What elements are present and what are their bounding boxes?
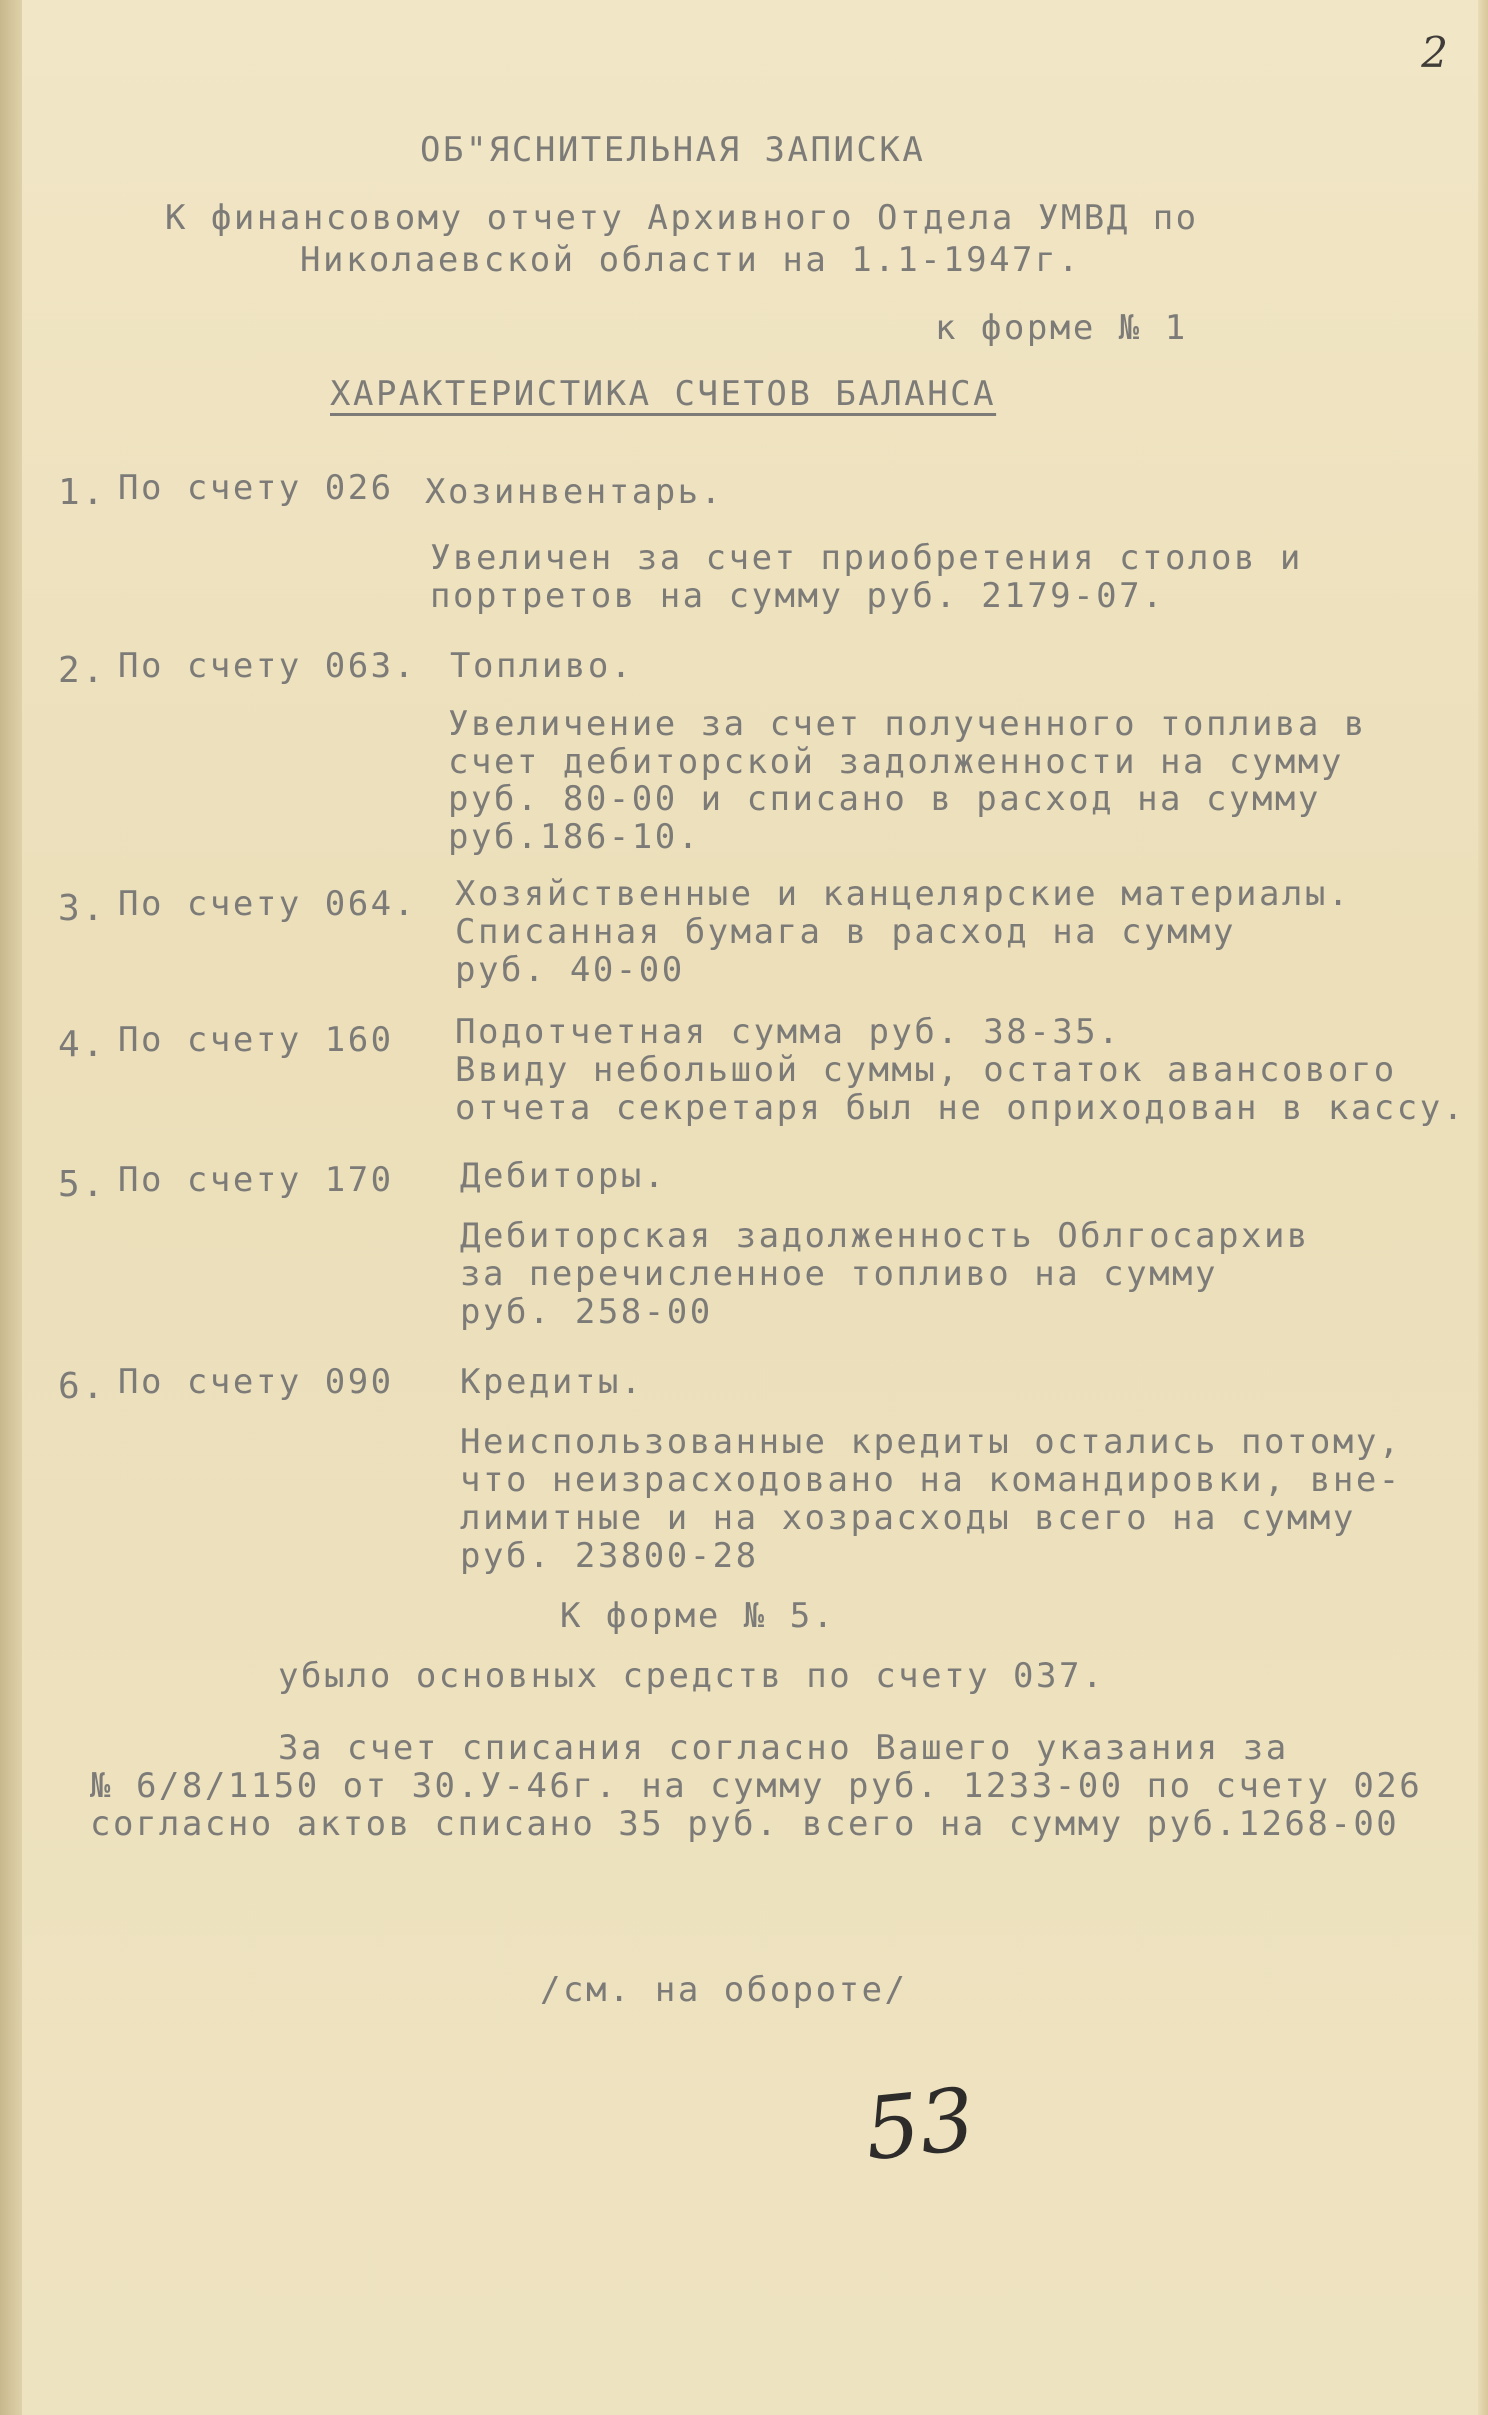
item-line: за перечисленное топливо на сумму [460, 1254, 1219, 1294]
item-line: портретов на сумму руб. 2179-07. [430, 576, 1166, 616]
item-line: руб. 40-00 [455, 950, 685, 990]
item-number: 3. [58, 888, 107, 929]
item-number: 6. [58, 1366, 107, 1407]
item-account: По счету 170 [118, 1160, 394, 1200]
item-line: руб. 258-00 [460, 1292, 713, 1332]
item-number: 2. [58, 650, 107, 691]
form5-line-3: № 6/8/1150 от 30.У-46г. на сумму руб. 1233-00 по счету 026 [90, 1766, 1423, 1806]
form-reference: к форме № 1 [935, 308, 1188, 348]
item-title: Дебиторы. [460, 1156, 667, 1196]
section-title: ХАРАКТЕРИСТИКА СЧЕТОВ БАЛАНСА [330, 374, 997, 414]
item-line: руб.186-10. [448, 817, 701, 857]
item-title: Хозяйственные и канцелярские материалы. [455, 874, 1351, 914]
item-line: руб. 23800-28 [460, 1536, 759, 1576]
right-edge [1478, 0, 1488, 2415]
item-line: Дебиторская задолженность Облгосархив [460, 1216, 1310, 1256]
item-number: 4. [58, 1024, 107, 1065]
item-account: По счету 064. [118, 884, 417, 924]
item-title: Топливо. [450, 646, 634, 686]
item-account: По счету 090 [118, 1362, 394, 1402]
item-number: 1. [58, 472, 107, 513]
item-account: По счету 026 [118, 468, 394, 508]
item-line: отчета секретаря был не оприходован в кассу. [455, 1088, 1466, 1128]
item-number: 5. [58, 1164, 107, 1205]
item-line: что неизрасходовано на командировки, вне- [460, 1460, 1402, 1500]
subtitle-line-2: Николаевской области на 1.1-1947г. [300, 240, 1081, 280]
item-line: Увеличен за счет приобретения столов и [430, 538, 1303, 578]
form5-line-2: За счет списания согласно Вашего указания за [278, 1728, 1289, 1768]
item-line: счет дебиторской задолженности на сумму [448, 742, 1344, 782]
item-line: Неиспользованные кредиты остались потому, [460, 1422, 1402, 1462]
document-title: ОБ"ЯСНИТЕЛЬНАЯ ЗАПИСКА [420, 130, 926, 170]
binding-edge [0, 0, 22, 2415]
form5-line-1: убыло основных средств по счету 037. [278, 1656, 1105, 1696]
item-line: Увеличение за счет полученного топлива в [448, 704, 1367, 744]
form5-heading: К форме № 5. [560, 1596, 836, 1636]
item-line: Ввиду небольшой суммы, остаток авансового [455, 1050, 1397, 1090]
subtitle-line-1: К финансовому отчету Архивного Отдела УМВД по [165, 198, 1199, 238]
footer-note: /см. на обороте/ [540, 1970, 908, 2010]
item-title: Кредиты. [460, 1362, 644, 1402]
page-number: 2 [1421, 28, 1448, 77]
item-title: Подотчетная сумма руб. 38-35. [455, 1012, 1122, 1052]
item-line: руб. 80-00 и списано в расход на сумму [448, 779, 1321, 819]
item-account: По счету 063. [118, 646, 417, 686]
item-line: Списанная бумага в расход на сумму [455, 912, 1236, 952]
item-line: лимитные и на хозрасходы всего на сумму [460, 1498, 1356, 1538]
form5-line-4: согласно актов списано 35 руб. всего на сумму руб.1268-00 [90, 1804, 1400, 1844]
item-title: Хозинвентарь. [425, 472, 724, 512]
item-account: По счету 160 [118, 1020, 394, 1060]
handwritten-number: 53 [860, 2069, 980, 2181]
